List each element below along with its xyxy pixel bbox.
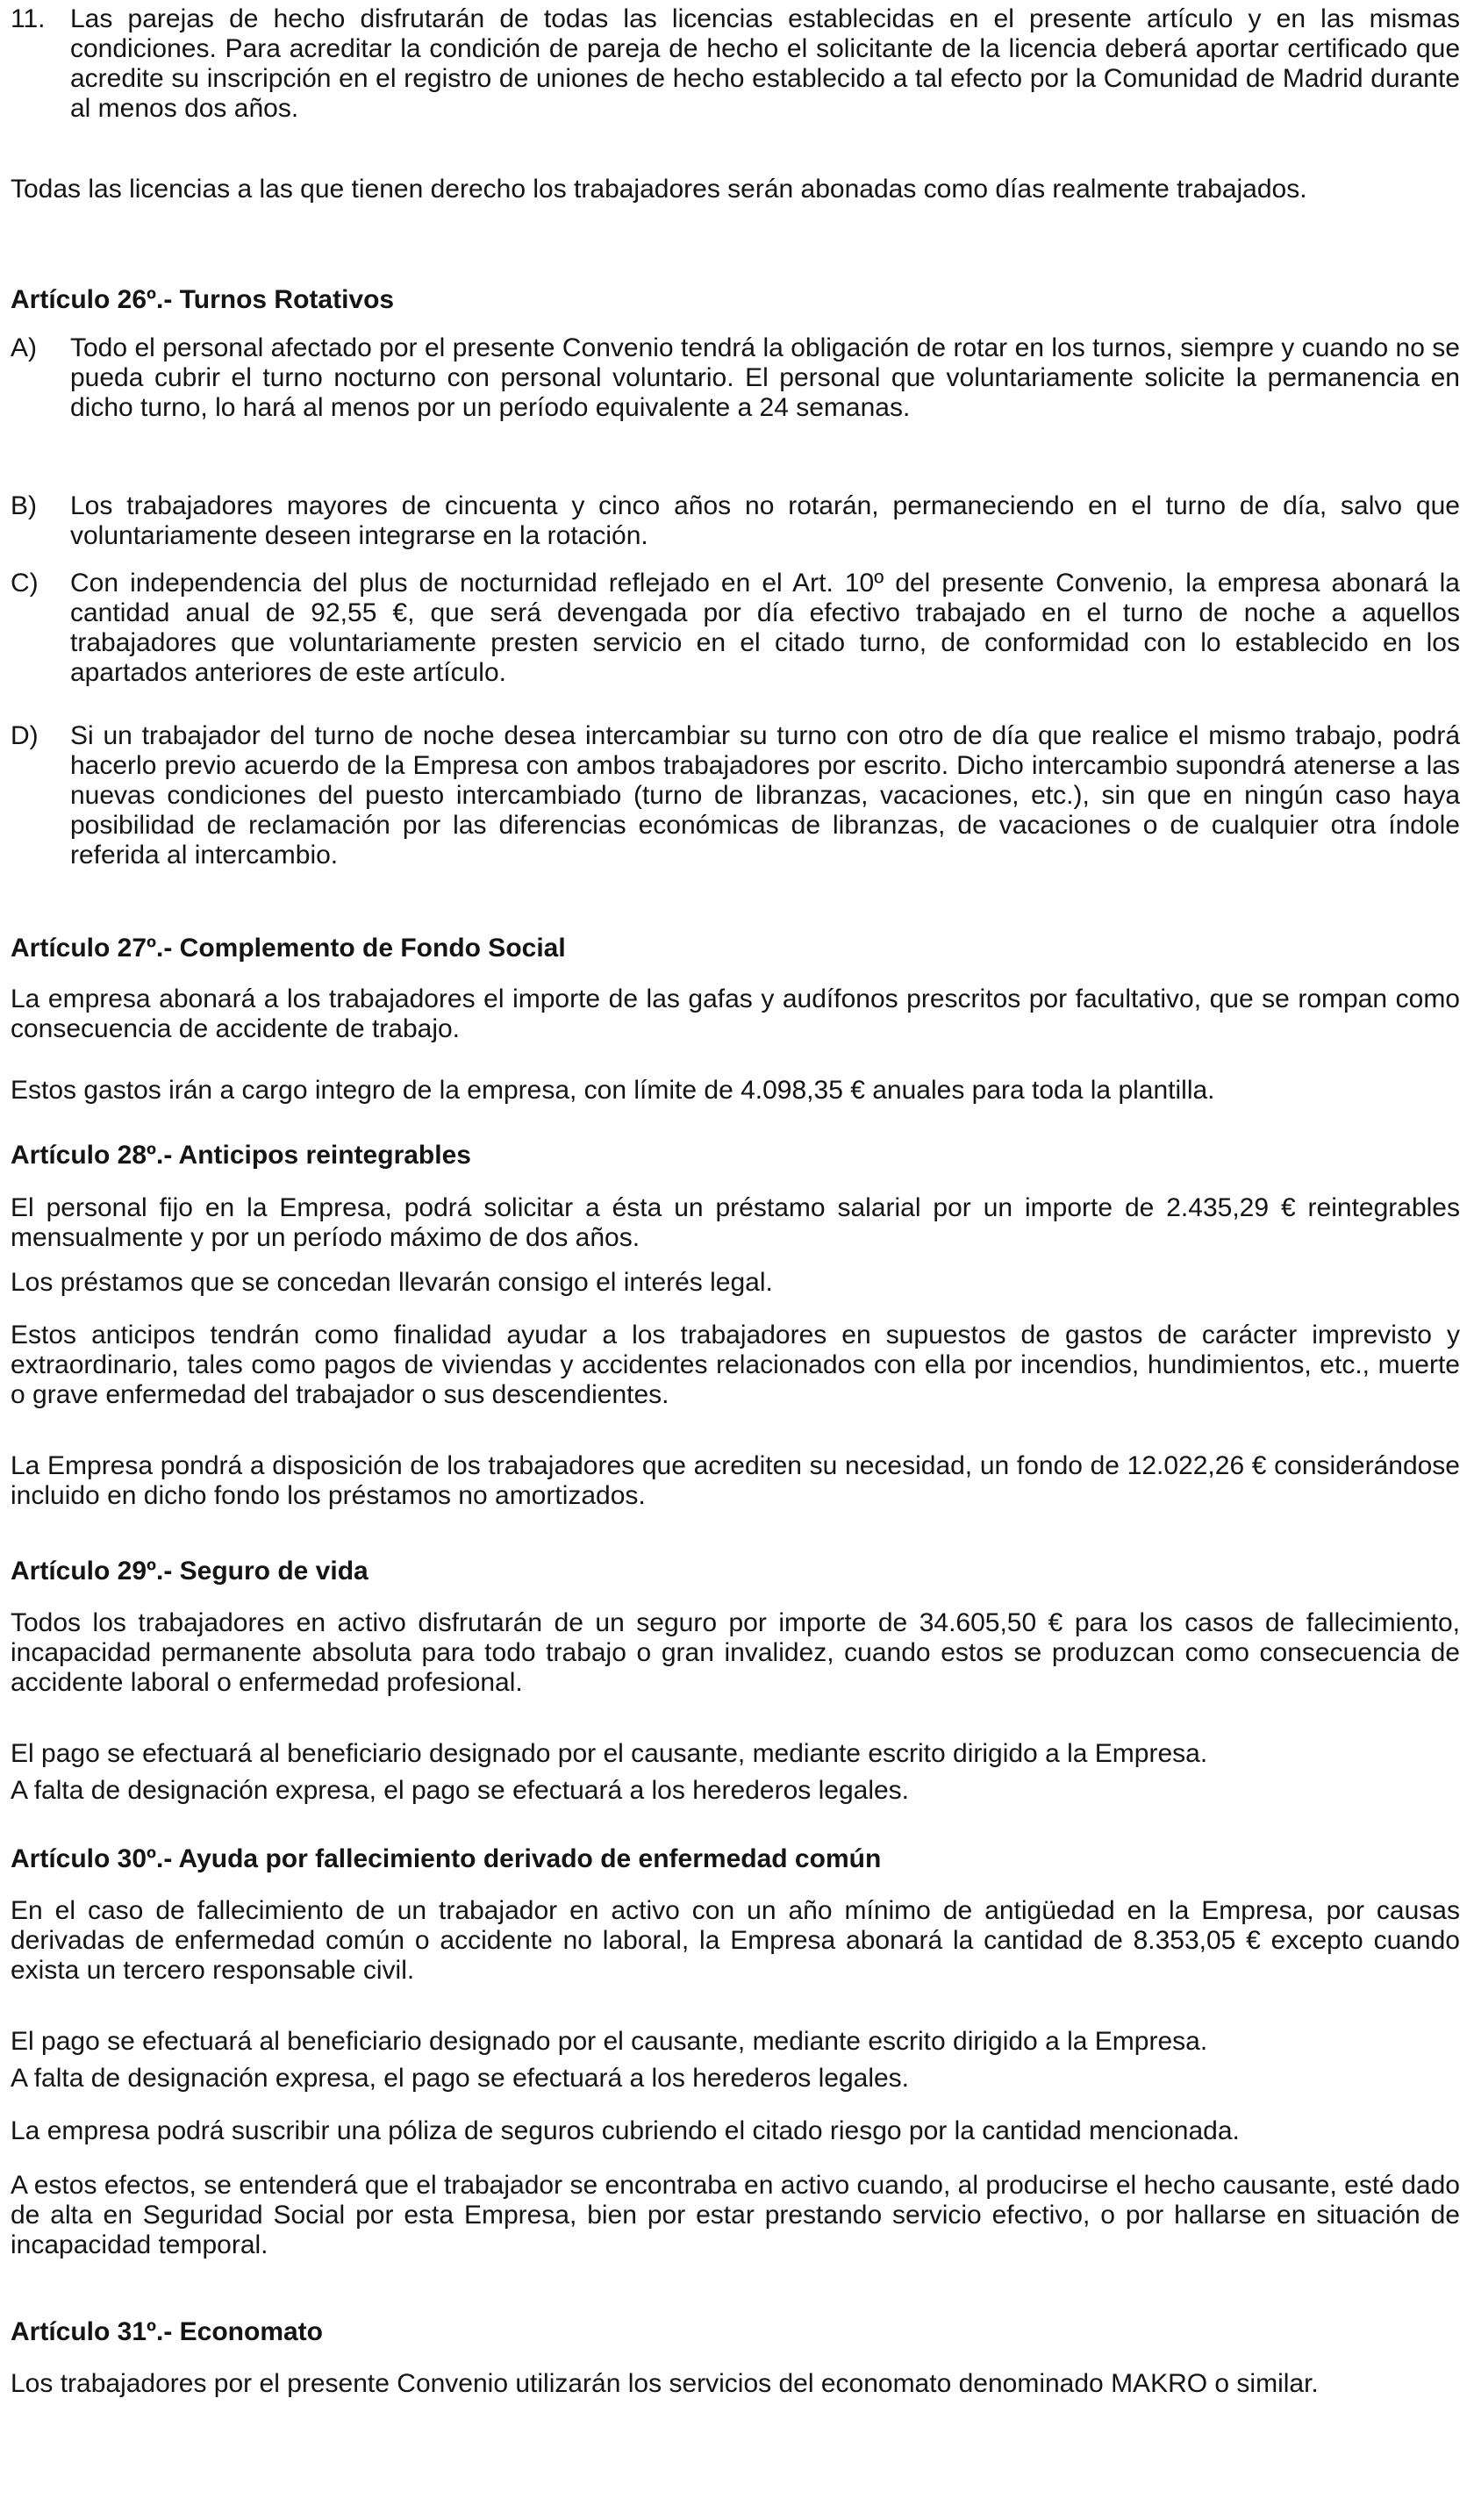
list-marker: C) <box>11 569 39 598</box>
paragraph: A falta de designación expresa, el pago se efectuará a los herederos legales. <box>11 2064 910 2093</box>
article-26-heading: Artículo 26º.- Turnos Rotativos <box>11 285 395 314</box>
list-item-b <box>11 491 1460 551</box>
paragraph: Los préstamos que se concedan llevarán consigo el interés legal. <box>11 1268 773 1297</box>
paragraph: Estos anticipos tendrán como finalidad ayudar a los trabajadores en supuestos de gastos de carácter imprevisto y extraordinario, tales como pagos de viviendas y accidentes relacionados con ella por incendios, hundimientos, etc., muerte o grave enfermedad del trabajador o sus descendientes. <box>11 1321 1460 1409</box>
article-30-heading: Artículo 30º.- Ayuda por fallecimiento derivado de enfermedad común <box>11 1844 882 1873</box>
paragraph: Estos gastos irán a cargo integro de la empresa, con límite de 4.098,35 € anuales para toda la plantilla. <box>11 1076 1215 1105</box>
list-item-text: Todo el personal afectado por el presente Convenio tendrá la obligación de rotar en los turnos, siempre y cuando no se pueda cubrir el turno nocturno con personal voluntario. El personal que voluntariamente solicite la permanencia en dicho turno, lo hará al menos por un período equivalente a 24 semanas. <box>70 333 1460 422</box>
paragraph: El pago se efectuará al beneficiario designado por el causante, mediante escrito dirigido a la Empresa. <box>11 2027 1208 2056</box>
paragraph: La empresa podrá suscribir una póliza de seguros cubriendo el citado riesgo por la cantidad mencionada. <box>11 2116 1240 2145</box>
paragraph: El pago se efectuará al beneficiario designado por el causante, mediante escrito dirigido a la Empresa. <box>11 1739 1208 1768</box>
list-marker: 11. <box>11 4 46 33</box>
list-item-text: Con independencia del plus de nocturnidad reflejado en el Art. 10º del presente Convenio, la empresa abonará la cantidad anual de 92,55 €, que será devengada por día efectivo trabajado en el turno de noche a aquellos trabajadores que voluntariamente presten servicio en el citado turno, de conformidad con lo establecido en los apartados anteriores de este artículo. <box>70 569 1460 687</box>
list-item-text: Si un trabajador del turno de noche desea intercambiar su turno con otro de día que realice el mismo trabajo, podrá hacerlo previo acuerdo de la Empresa con ambos trabajadores por escrito. Dicho intercambio supondrá atenerse a las nuevas condiciones del puesto intercambiado (turno de libranzas, vacaciones, etc.), sin que en ningún caso haya posibilidad de reclamación por las diferencias económicas de libranzas, de vacaciones o de cualquier otra índole referida al intercambio. <box>70 721 1460 870</box>
article-28-heading: Artículo 28º.- Anticipos reintegrables <box>11 1141 471 1170</box>
article-29-heading: Artículo 29º.- Seguro de vida <box>11 1557 368 1586</box>
paragraph: La empresa abonará a los trabajadores el importe de las gafas y audífonos prescritos por facultativo, que se rompan como consecuencia de accidente de trabajo. <box>11 984 1460 1043</box>
list-item-d <box>11 721 1460 870</box>
paragraph: El personal fijo en la Empresa, podrá solicitar a ésta un préstamo salarial por un importe de 2.435,29 € reintegrables mensualmente y por un período máximo de dos años. <box>11 1193 1460 1252</box>
paragraph: Todos los trabajadores en activo disfrutarán de un seguro por importe de 34.605,50 € para los casos de fallecimiento, incapacidad permanente absoluta para todo trabajo o gran invalidez, cuando estos se produzcan como consecuencia de accidente laboral o enfermedad profesional. <box>11 1608 1460 1697</box>
paragraph: Los trabajadores por el presente Convenio utilizarán los servicios del economato denominado MAKRO o similar. <box>11 2369 1319 2398</box>
paragraph: La Empresa pondrá a disposición de los trabajadores que acrediten su necesidad, un fondo de 12.022,26 € considerándose incluido en dicho fondo los préstamos no amortizados. <box>11 1451 1460 1510</box>
closing-paragraph: Todas las licencias a las que tienen derecho los trabajadores serán abonadas como días realmente trabajados. <box>11 175 1307 204</box>
list-item-11 <box>11 4 1460 124</box>
article-27-heading: Artículo 27º.- Complemento de Fondo Social <box>11 934 566 963</box>
list-marker: A) <box>11 333 37 362</box>
list-item-a <box>11 333 1460 423</box>
list-marker: B) <box>11 491 37 520</box>
list-marker: D) <box>11 721 39 750</box>
paragraph: En el caso de fallecimiento de un trabajador en activo con un año mínimo de antigüedad en la Empresa, por causas derivadas de enfermedad común o accidente no laboral, la Empresa abonará la cantidad de 8.353,05 € excepto cuando exista un tercero responsable civil. <box>11 1896 1460 1985</box>
list-item-c <box>11 569 1460 688</box>
list-item-text: Las parejas de hecho disfrutarán de todas las licencias establecidas en el presente artículo y en las mismas condiciones. Para acreditar la condición de pareja de hecho el solicitante de la licencia deberá aportar certificado que acredite su inscripción en el registro de uniones de hecho establecido a tal efecto por la Comunidad de Madrid durante al menos dos años. <box>70 4 1460 123</box>
list-item-text: Los trabajadores mayores de cincuenta y cinco años no rotarán, permaneciendo en el turno de día, salvo que voluntariamente deseen integrarse en la rotación. <box>70 491 1460 550</box>
paragraph: A estos efectos, se entenderá que el trabajador se encontraba en activo cuando, al producirse el hecho causante, esté dado de alta en Seguridad Social por esta Empresa, bien por estar prestando servicio efectivo, o por hallarse en situación de incapacidad temporal. <box>11 2171 1460 2259</box>
article-31-heading: Artículo 31º.- Economato <box>11 2317 324 2346</box>
paragraph: A falta de designación expresa, el pago se efectuará a los herederos legales. <box>11 1776 910 1805</box>
